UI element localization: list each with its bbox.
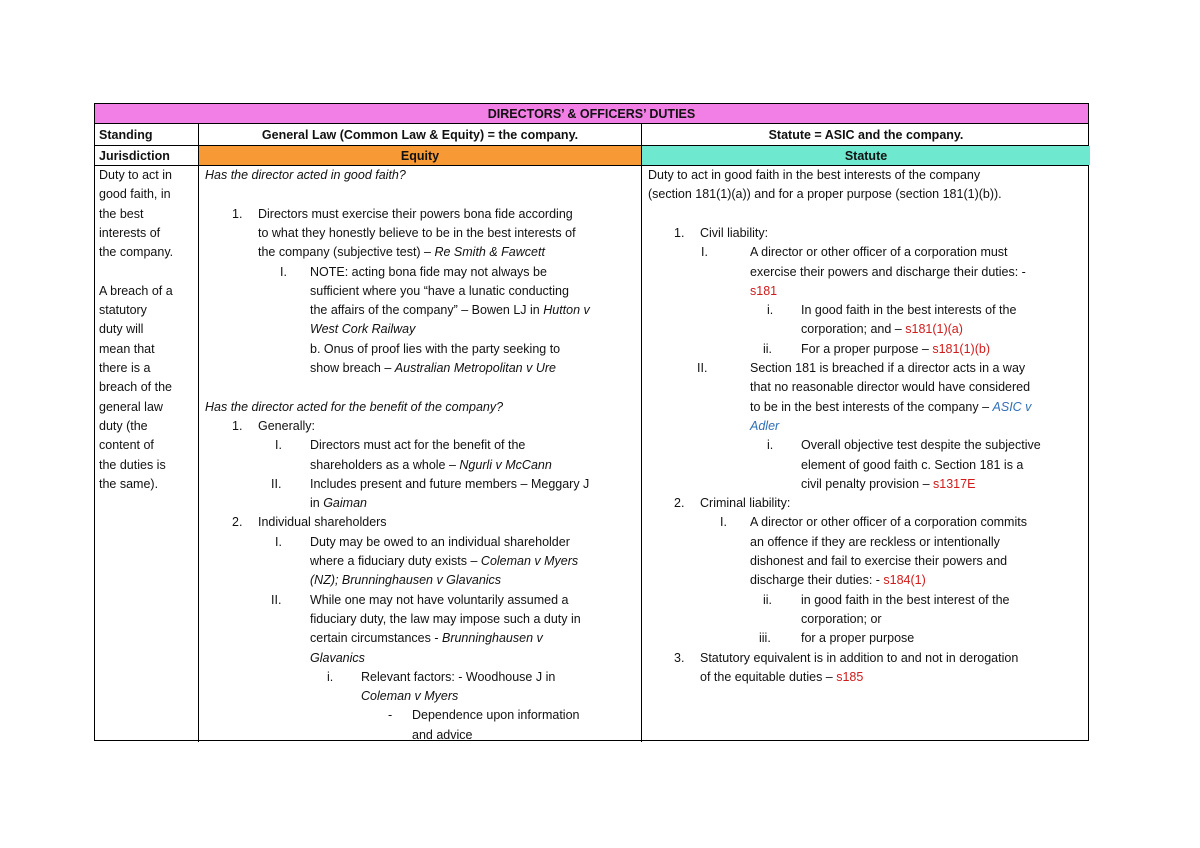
jurisdiction-label: Jurisdiction [99,148,170,163]
criminal-line: corporation; or [801,611,882,626]
criminal-line: in good faith in the best interest of the [801,592,1010,607]
standing-label: Standing [99,127,153,142]
criminal-liability-label: Criminal liability: [700,496,791,511]
breach-note-line: statutory [99,303,147,318]
list-marker: ii. [763,592,773,607]
case-citation: Coleman v Myers [480,554,579,568]
duty-summary-line: the best [99,206,144,221]
breach-note-line: there is a [99,361,151,375]
section-citation: s185 [836,669,864,684]
case-citation: Glavanics [310,650,365,665]
breach-note-line: the duties is [99,457,166,472]
good-faith-question: Has the director acted in good faith? [205,168,406,182]
onus-line [310,359,556,378]
section-citation: s181(1)(a) [905,322,963,337]
onus-line: b. Onus of proof lies with the party seeking to [310,341,561,356]
criminal-line: A director or other officer of a corporation commits [750,515,1027,530]
civil-line: element of good faith c. Section 181 is a [801,457,1024,472]
list-marker: I. [720,515,727,530]
individual-shareholders-label: Individual shareholders [258,515,387,530]
case-citation: (NZ); Brunninghausen v Glavanics [310,573,502,588]
criminal-line: dishonest and fail to exercise their powers and [750,554,1008,568]
section-citation: s181(1)(b) [932,341,990,356]
case-citation: West Cork Railway [310,322,416,337]
bona-fide-line: to what they honestly believe to be in the best interests of [258,225,576,240]
shareholder-line [310,629,543,648]
list-marker: 3. [674,650,685,665]
text-span: civil penalty provision – [801,476,934,491]
breach-note-line: duty (the [99,418,148,433]
list-marker: 1. [232,206,243,221]
breach-note-line: mean that [99,341,155,356]
body-row [95,166,1088,742]
statutory-equivalent-line: Statutory equivalent is in addition to and not in derogation [700,650,1019,665]
breach-note-line: breach of the [99,380,172,395]
text-span: show breach – [310,361,395,375]
equity-content-cell [198,166,641,742]
civil-line [801,320,963,339]
case-citation: Coleman v Myers [361,689,459,704]
statute-intro-line: Duty to act in good faith in the best interests of the company [648,168,981,182]
duties-table [94,103,1089,741]
breach-note-line: A breach of a [99,283,173,298]
text-span: the company (subjective test) – [258,245,435,260]
case-citation: Australian Metropolitan v Ure [394,361,556,375]
note-line: NOTE: acting bona fide may not always be [310,264,547,279]
relevant-factors-line: Relevant factors: - Woodhouse J in [361,669,556,684]
generally-line: Directors must act for the benefit of the [310,438,526,453]
text-span: certain circumstances - [310,631,442,646]
list-marker: 2. [674,496,685,511]
civil-line: Section 181 is breached if a director acts in a way [750,361,1026,375]
list-marker: II. [271,592,282,607]
note-line: sufficient where you “have a lunatic conducting [310,283,569,298]
dependence-line: and advice [412,727,473,742]
civil-line: exercise their powers and discharge their duties: - [750,264,1026,279]
bona-fide-line: Directors must exercise their powers bona fide according [258,206,573,221]
list-marker: 2. [232,515,243,530]
civil-line [801,475,975,494]
generally-line [310,494,367,513]
text-span: shareholders as a whole – [310,457,460,472]
list-marker: I. [275,438,282,453]
list-marker: 1. [232,418,243,433]
generally-label: Generally: [258,418,315,433]
criminal-line: an offence if they are reckless or intentionally [750,534,1000,549]
civil-line: Overall objective test despite the subjective [801,438,1041,453]
text-span: discharge their duties: - [750,573,884,588]
list-marker: I. [275,534,282,549]
civil-liability-label: Civil liability: [700,225,769,240]
statute-content-cell [641,166,1090,742]
statutory-equivalent-line [700,668,863,687]
text-span: where a fiduciary duty exists – [310,554,481,568]
civil-line: In good faith in the best interests of the [801,303,1017,318]
generally-line [310,456,552,475]
section-citation: s184(1) [883,573,926,588]
civil-line [801,340,990,359]
case-citation: Re Smith & Fawcett [434,245,545,260]
section-citation: s181 [750,283,778,298]
list-marker: i. [327,669,334,684]
shareholder-line: fiduciary duty, the law may impose such a duty in [310,611,581,626]
text-span: the affairs of the company” – Bowen LJ in [310,303,544,318]
case-citation: Adler [750,418,780,433]
duty-summary-line: the company. [99,245,174,260]
text-span: to be in the best interests of the company – [750,399,993,414]
jurisdiction-row [95,146,1088,166]
list-marker: iii. [759,631,771,646]
breach-note-line: content of [99,438,154,453]
general-law-header: General Law (Common Law & Equity) = the company. [198,124,641,145]
breach-note-line: general law [99,399,163,414]
duty-summary-line: good faith, in [99,187,171,202]
list-marker: II. [697,361,708,375]
duty-summary-cell [95,166,198,742]
list-marker: II. [271,476,282,491]
list-marker: i. [767,303,774,318]
section-citation: s1317E [933,476,976,491]
list-marker: I. [701,245,708,260]
text-span: corporation; and – [801,322,906,337]
bona-fide-line [258,243,545,262]
duty-summary-line: interests of [99,225,161,240]
case-citation: Hutton v [543,303,590,318]
statute-header: Statute [641,146,1090,165]
case-citation: ASIC v [992,399,1032,414]
civil-line [750,398,1031,417]
dependence-line: Dependence upon information [412,708,580,723]
equity-header: Equity [198,146,641,165]
text-span: in [310,496,324,511]
civil-line: that no reasonable director would have considered [750,380,1031,395]
text-span: For a proper purpose – [801,341,933,356]
shareholder-line: Duty may be owed to an individual shareholder [310,534,570,549]
generally-line: Includes present and future members – Meggary J [310,476,590,491]
list-marker: ii. [763,341,773,356]
statute-standing-header: Statute = ASIC and the company. [641,124,1090,145]
duty-summary-line: Duty to act in [99,168,172,182]
shareholder-line [310,552,578,571]
table-title: DIRECTORS’ & OFFICERS’ DUTIES [95,104,1088,124]
statute-intro-line: (section 181(1)(a)) and for a proper purpose (section 181(1)(b)). [648,187,1002,202]
list-marker: 1. [674,225,685,240]
text-span: of the equitable duties – [700,669,837,684]
breach-note-line: duty will [99,322,144,337]
benefit-question: Has the director acted for the benefit of the company? [205,399,504,414]
case-citation: Brunninghausen v [441,631,543,646]
list-marker: - [388,708,393,723]
breach-note-line: the same). [99,476,159,491]
note-line [310,301,590,320]
criminal-line: for a proper purpose [801,631,915,646]
list-marker: I. [280,264,287,279]
criminal-line [750,571,926,590]
case-citation: Gaiman [323,496,367,511]
list-marker: i. [767,438,774,453]
civil-line: A director or other officer of a corporation must [750,245,1008,260]
shareholder-line: While one may not have voluntarily assumed a [310,592,569,607]
case-citation: Ngurli v McCann [459,457,552,472]
standing-row [95,124,1088,146]
